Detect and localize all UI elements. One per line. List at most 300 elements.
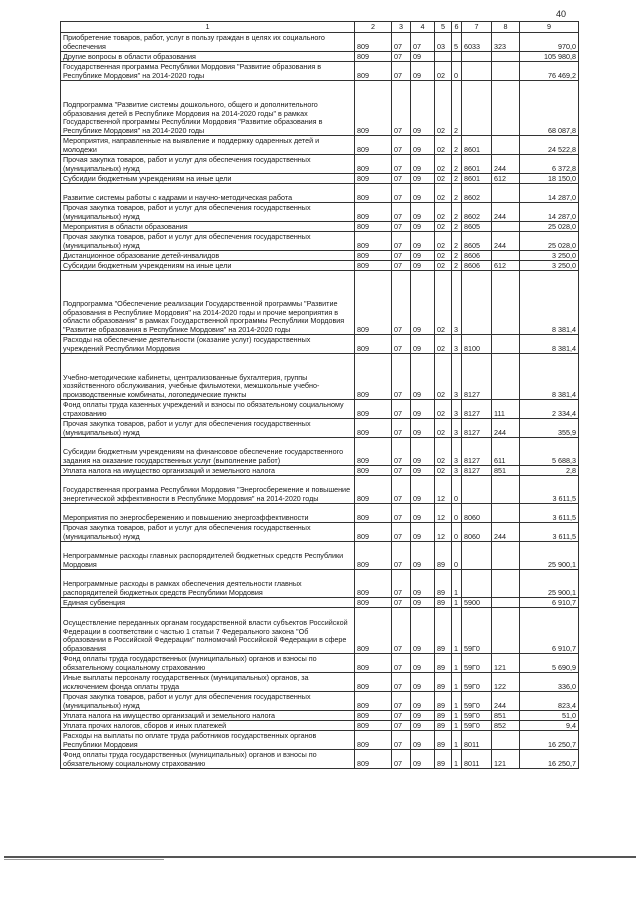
cell-amount: 970,0 — [520, 33, 579, 52]
cell-subprogram: 1 — [452, 570, 462, 598]
cell-expense-type: 244 — [492, 155, 520, 174]
header-col-4: 4 — [411, 22, 435, 33]
cell-expense-type — [492, 598, 520, 608]
cell-target-code: 59Г0 — [462, 608, 492, 654]
cell-target-code: 8601 — [462, 174, 492, 184]
cell-target-code: 8100 — [462, 335, 492, 354]
cell-subsection: 09 — [411, 174, 435, 184]
cell-section: 07 — [392, 570, 411, 598]
item-name: Дистанционное образование детей-инвалидов — [61, 251, 355, 261]
cell-program: 02 — [435, 354, 452, 400]
cell-program: 02 — [435, 419, 452, 438]
cell-subsection: 09 — [411, 400, 435, 419]
cell-section: 07 — [392, 419, 411, 438]
cell-subsection: 09 — [411, 476, 435, 504]
item-name: Осуществление переданных органам государственной власти субъектов Российской Федерации в соответствии с частью 1 статьи 7 Федерального закона "Об образовании в Российской Федерации" полномочий Российской Федерации в сфере образования — [61, 608, 355, 654]
cell-subsection: 09 — [411, 731, 435, 750]
cell-admin-code: 809 — [355, 335, 392, 354]
cell-admin-code: 809 — [355, 222, 392, 232]
cell-subsection: 09 — [411, 354, 435, 400]
cell-section: 07 — [392, 261, 411, 271]
table-row — [61, 232, 579, 251]
cell-subsection: 09 — [411, 673, 435, 692]
cell-admin-code: 809 — [355, 232, 392, 251]
cell-program: 89 — [435, 654, 452, 673]
item-name: Прочая закупка товаров, работ и услуг для обеспечения государственных (муниципальных) нужд — [61, 203, 355, 222]
cell-admin-code: 809 — [355, 136, 392, 155]
header-col-9: 9 — [520, 22, 579, 33]
cell-program: 02 — [435, 438, 452, 466]
cell-subsection: 09 — [411, 692, 435, 711]
cell-subprogram: 2 — [452, 184, 462, 203]
cell-section: 07 — [392, 335, 411, 354]
footer-rule-secondary — [4, 859, 164, 860]
item-name: Расходы на выплаты по оплате труда работников государственных органов Республики Мордовия — [61, 731, 355, 750]
cell-subsection: 09 — [411, 232, 435, 251]
cell-subsection: 09 — [411, 438, 435, 466]
cell-section: 07 — [392, 721, 411, 731]
cell-expense-type — [492, 335, 520, 354]
cell-amount: 3 611,5 — [520, 504, 579, 523]
cell-expense-type: 244 — [492, 692, 520, 711]
cell-subprogram: 2 — [452, 251, 462, 261]
item-name: Прочая закупка товаров, работ и услуг для обеспечения государственных (муниципальных) нужд — [61, 419, 355, 438]
table-row — [61, 476, 579, 504]
table-row — [61, 570, 579, 598]
cell-subprogram: 3 — [452, 438, 462, 466]
cell-section: 07 — [392, 523, 411, 542]
cell-admin-code: 809 — [355, 608, 392, 654]
cell-amount: 14 287,0 — [520, 203, 579, 222]
cell-target-code: 8127 — [462, 354, 492, 400]
page-number: 40 — [556, 9, 567, 19]
cell-subprogram: 0 — [452, 62, 462, 81]
cell-expense-type: 244 — [492, 203, 520, 222]
cell-amount: 3 611,5 — [520, 476, 579, 504]
cell-program: 02 — [435, 222, 452, 232]
cell-subsection: 09 — [411, 466, 435, 476]
cell-amount: 355,9 — [520, 419, 579, 438]
cell-section: 07 — [392, 271, 411, 335]
item-name: Уплата прочих налогов, сборов и иных платежей — [61, 721, 355, 731]
cell-subprogram: 1 — [452, 750, 462, 769]
table-row — [61, 354, 579, 400]
cell-target-code: 8060 — [462, 523, 492, 542]
cell-target-code: 8605 — [462, 232, 492, 251]
cell-subprogram: 2 — [452, 136, 462, 155]
cell-program: 02 — [435, 251, 452, 261]
cell-section: 07 — [392, 466, 411, 476]
cell-expense-type — [492, 136, 520, 155]
cell-expense-type — [492, 222, 520, 232]
cell-expense-type: 611 — [492, 438, 520, 466]
cell-subprogram: 2 — [452, 261, 462, 271]
cell-program: 89 — [435, 711, 452, 721]
cell-section: 07 — [392, 673, 411, 692]
cell-target-code — [462, 271, 492, 335]
cell-target-code: 59Г0 — [462, 711, 492, 721]
header-col-7: 7 — [462, 22, 492, 33]
cell-section: 07 — [392, 174, 411, 184]
cell-program: 02 — [435, 184, 452, 203]
table-row — [61, 711, 579, 721]
item-name: Фонд оплаты труда государственных (муниципальных) органов и взносы по обязательному социальному страхованию — [61, 750, 355, 769]
cell-target-code: 8127 — [462, 466, 492, 476]
cell-target-code: 8011 — [462, 750, 492, 769]
cell-subprogram: 1 — [452, 673, 462, 692]
cell-admin-code: 809 — [355, 261, 392, 271]
cell-amount: 25 900,1 — [520, 542, 579, 570]
cell-target-code: 59Г0 — [462, 654, 492, 673]
cell-target-code: 8127 — [462, 400, 492, 419]
cell-program: 89 — [435, 750, 452, 769]
cell-amount: 25 028,0 — [520, 222, 579, 232]
cell-subprogram: 3 — [452, 419, 462, 438]
item-name: Другие вопросы в области образования — [61, 52, 355, 62]
cell-admin-code: 809 — [355, 33, 392, 52]
cell-subsection: 09 — [411, 251, 435, 261]
table-row — [61, 438, 579, 466]
cell-admin-code: 809 — [355, 81, 392, 136]
item-name: Расходы на обеспечение деятельности (оказание услуг) государственных учреждений Республики Мордовия — [61, 335, 355, 354]
table-row — [61, 542, 579, 570]
cell-subprogram: 3 — [452, 466, 462, 476]
cell-amount: 6 910,7 — [520, 608, 579, 654]
cell-expense-type: 244 — [492, 419, 520, 438]
budget-table — [60, 21, 579, 769]
item-name: Субсидии бюджетным учреждениям на иные цели — [61, 261, 355, 271]
cell-expense-type — [492, 81, 520, 136]
item-name: Прочая закупка товаров, работ и услуг для обеспечения государственных (муниципальных) нужд — [61, 232, 355, 251]
item-name: Развитие системы работы с кадрами и научно-методическая работа — [61, 184, 355, 203]
table-row — [61, 731, 579, 750]
cell-amount: 5 690,9 — [520, 654, 579, 673]
cell-target-code: 6033 — [462, 33, 492, 52]
cell-admin-code: 809 — [355, 52, 392, 62]
cell-program: 02 — [435, 155, 452, 174]
cell-admin-code: 809 — [355, 711, 392, 721]
table-row — [61, 400, 579, 419]
cell-program: 02 — [435, 466, 452, 476]
table-row — [61, 271, 579, 335]
cell-subprogram: 0 — [452, 542, 462, 570]
cell-target-code: 5900 — [462, 598, 492, 608]
cell-program: 02 — [435, 81, 452, 136]
cell-amount: 6 910,7 — [520, 598, 579, 608]
table-row — [61, 721, 579, 731]
cell-subprogram: 1 — [452, 692, 462, 711]
cell-admin-code: 809 — [355, 400, 392, 419]
cell-target-code: 8606 — [462, 251, 492, 261]
header-col-6: 6 — [452, 22, 462, 33]
cell-admin-code: 809 — [355, 354, 392, 400]
cell-admin-code: 809 — [355, 570, 392, 598]
cell-program: 02 — [435, 62, 452, 81]
cell-section: 07 — [392, 136, 411, 155]
cell-subprogram: 3 — [452, 335, 462, 354]
cell-section: 07 — [392, 731, 411, 750]
item-name: Приобретение товаров, работ, услуг в пользу граждан в целях их социального обеспечения — [61, 33, 355, 52]
cell-target-code: 8060 — [462, 504, 492, 523]
table-row — [61, 419, 579, 438]
cell-admin-code: 809 — [355, 731, 392, 750]
cell-section: 07 — [392, 750, 411, 769]
table-row — [61, 52, 579, 62]
table-row — [61, 136, 579, 155]
cell-section: 07 — [392, 504, 411, 523]
cell-amount: 105 980,8 — [520, 52, 579, 62]
table-row — [61, 251, 579, 261]
cell-amount: 16 250,7 — [520, 731, 579, 750]
table-row — [61, 155, 579, 174]
table-header-row — [61, 22, 579, 33]
cell-program: 89 — [435, 673, 452, 692]
cell-amount: 68 087,8 — [520, 81, 579, 136]
cell-subsection: 09 — [411, 136, 435, 155]
cell-amount: 24 522,8 — [520, 136, 579, 155]
cell-section: 07 — [392, 598, 411, 608]
cell-admin-code: 809 — [355, 673, 392, 692]
cell-target-code: 59Г0 — [462, 673, 492, 692]
cell-subsection: 09 — [411, 155, 435, 174]
cell-section: 07 — [392, 400, 411, 419]
cell-subprogram: 1 — [452, 598, 462, 608]
cell-expense-type: 244 — [492, 232, 520, 251]
cell-section: 07 — [392, 184, 411, 203]
cell-subprogram: 1 — [452, 608, 462, 654]
cell-section: 07 — [392, 52, 411, 62]
item-name: Уплата налога на имущество организаций и земельного налога — [61, 711, 355, 721]
cell-subsection: 09 — [411, 542, 435, 570]
cell-target-code: 8605 — [462, 222, 492, 232]
cell-target-code: 8011 — [462, 731, 492, 750]
cell-admin-code: 809 — [355, 203, 392, 222]
cell-admin-code: 809 — [355, 750, 392, 769]
cell-program: 12 — [435, 504, 452, 523]
cell-amount: 2,8 — [520, 466, 579, 476]
cell-expense-type — [492, 251, 520, 261]
cell-subprogram: 0 — [452, 523, 462, 542]
table-row — [61, 203, 579, 222]
cell-subprogram: 3 — [452, 271, 462, 335]
cell-expense-type — [492, 731, 520, 750]
table-row — [61, 81, 579, 136]
cell-subsection: 09 — [411, 261, 435, 271]
table-row — [61, 504, 579, 523]
item-name: Уплата налога на имущество организаций и земельного налога — [61, 466, 355, 476]
cell-program: 89 — [435, 570, 452, 598]
cell-amount: 25 028,0 — [520, 232, 579, 251]
cell-subsection: 09 — [411, 419, 435, 438]
item-name: Прочая закупка товаров, работ и услуг для обеспечения государственных (муниципальных) нужд — [61, 155, 355, 174]
cell-amount: 16 250,7 — [520, 750, 579, 769]
header-col-3: 3 — [392, 22, 411, 33]
cell-subprogram — [452, 52, 462, 62]
cell-expense-type: 122 — [492, 673, 520, 692]
cell-program: 02 — [435, 261, 452, 271]
cell-admin-code: 809 — [355, 654, 392, 673]
cell-program: 02 — [435, 335, 452, 354]
cell-section: 07 — [392, 222, 411, 232]
cell-expense-type: 851 — [492, 466, 520, 476]
cell-subsection: 09 — [411, 335, 435, 354]
cell-target-code — [462, 570, 492, 598]
cell-amount: 9,4 — [520, 721, 579, 731]
cell-amount: 25 900,1 — [520, 570, 579, 598]
cell-admin-code: 809 — [355, 438, 392, 466]
cell-admin-code: 809 — [355, 174, 392, 184]
footer-rule — [4, 856, 636, 858]
cell-program: 89 — [435, 731, 452, 750]
cell-program: 03 — [435, 33, 452, 52]
cell-program: 89 — [435, 542, 452, 570]
item-name: Единая субвенция — [61, 598, 355, 608]
cell-expense-type: 121 — [492, 750, 520, 769]
cell-subsection: 09 — [411, 608, 435, 654]
cell-subsection: 09 — [411, 750, 435, 769]
cell-admin-code: 809 — [355, 598, 392, 608]
cell-section: 07 — [392, 654, 411, 673]
item-name: Подпрограмма "Обеспечение реализации Государственной программы "Развитие образования в Республике Мордовия" на 2014-2020 годы и прочие мероприятия в области образования" в рамках Государственной программы Республики Мордовия "Развитие образования в Республике Мордовия" на 2014-2020 годы — [61, 271, 355, 335]
cell-subprogram: 3 — [452, 400, 462, 419]
cell-subprogram: 2 — [452, 222, 462, 232]
cell-program: 02 — [435, 232, 452, 251]
table-row — [61, 174, 579, 184]
cell-expense-type: 852 — [492, 721, 520, 731]
cell-expense-type: 612 — [492, 174, 520, 184]
cell-section: 07 — [392, 438, 411, 466]
cell-amount: 76 469,2 — [520, 62, 579, 81]
cell-program: 89 — [435, 608, 452, 654]
table-row — [61, 750, 579, 769]
cell-expense-type — [492, 476, 520, 504]
item-name: Прочая закупка товаров, работ и услуг для обеспечения государственных (муниципальных) нужд — [61, 523, 355, 542]
table-row — [61, 184, 579, 203]
cell-section: 07 — [392, 608, 411, 654]
cell-section: 07 — [392, 542, 411, 570]
cell-subprogram: 2 — [452, 81, 462, 136]
cell-subprogram: 2 — [452, 174, 462, 184]
cell-program: 02 — [435, 271, 452, 335]
cell-admin-code: 809 — [355, 466, 392, 476]
cell-target-code — [462, 81, 492, 136]
cell-subsection: 07 — [411, 33, 435, 52]
cell-subsection: 09 — [411, 81, 435, 136]
cell-subsection: 09 — [411, 654, 435, 673]
cell-amount: 8 381,4 — [520, 335, 579, 354]
cell-target-code: 8127 — [462, 419, 492, 438]
cell-subsection: 09 — [411, 62, 435, 81]
cell-expense-type: 612 — [492, 261, 520, 271]
table-row — [61, 33, 579, 52]
cell-subprogram: 1 — [452, 731, 462, 750]
table-row — [61, 335, 579, 354]
item-name: Мероприятия, направленные на выявление и поддержку одаренных детей и молодежи — [61, 136, 355, 155]
cell-section: 07 — [392, 203, 411, 222]
cell-admin-code: 809 — [355, 542, 392, 570]
cell-subprogram: 2 — [452, 232, 462, 251]
cell-expense-type — [492, 570, 520, 598]
cell-expense-type — [492, 184, 520, 203]
table-row — [61, 673, 579, 692]
item-name: Государственная программа Республики Мордовия "Энергосбережение и повышение энергетической эффективности в Республике Мордовия" на 2014-2020 годы — [61, 476, 355, 504]
cell-section: 07 — [392, 251, 411, 261]
cell-program: 02 — [435, 400, 452, 419]
cell-amount: 51,0 — [520, 711, 579, 721]
table-row — [61, 222, 579, 232]
cell-subprogram: 1 — [452, 711, 462, 721]
cell-admin-code: 809 — [355, 184, 392, 203]
cell-target-code: 8606 — [462, 261, 492, 271]
cell-amount: 8 381,4 — [520, 354, 579, 400]
cell-target-code: 8601 — [462, 155, 492, 174]
cell-target-code: 8601 — [462, 136, 492, 155]
cell-subsection: 09 — [411, 598, 435, 608]
cell-program: 89 — [435, 692, 452, 711]
cell-subsection: 09 — [411, 504, 435, 523]
item-name: Мероприятия в области образования — [61, 222, 355, 232]
cell-subsection: 09 — [411, 222, 435, 232]
header-col-1: 1 — [61, 22, 355, 33]
table-row — [61, 261, 579, 271]
item-name: Субсидии бюджетным учреждениям на иные цели — [61, 174, 355, 184]
cell-target-code — [462, 476, 492, 504]
cell-subprogram: 2 — [452, 155, 462, 174]
item-name: Подпрограмма "Развитие системы дошкольного, общего и дополнительного образования детей в Республике Мордовия на 2014-2020 годы" в рамках Государственной программы Республики Мордовия "Развитие образования в Республике Мордовия" на 2014-2020 годы — [61, 81, 355, 136]
cell-subprogram: 2 — [452, 203, 462, 222]
cell-section: 07 — [392, 232, 411, 251]
cell-subprogram: 1 — [452, 721, 462, 731]
cell-target-code: 8602 — [462, 203, 492, 222]
cell-subprogram: 3 — [452, 354, 462, 400]
cell-expense-type — [492, 271, 520, 335]
table-row — [61, 62, 579, 81]
cell-expense-type: 111 — [492, 400, 520, 419]
cell-expense-type — [492, 542, 520, 570]
cell-program: 89 — [435, 598, 452, 608]
item-name: Учебно-методические кабинеты, централизованные бухгалтерия, группы хозяйственного обслуживания, учебные фильмотеки, межшкольные учебно-производственные комбинаты, логопедические пункты — [61, 354, 355, 400]
cell-admin-code: 809 — [355, 523, 392, 542]
cell-admin-code: 809 — [355, 419, 392, 438]
cell-target-code — [462, 542, 492, 570]
cell-section: 07 — [392, 62, 411, 81]
cell-amount: 3 611,5 — [520, 523, 579, 542]
cell-amount: 8 381,4 — [520, 271, 579, 335]
cell-admin-code: 809 — [355, 721, 392, 731]
item-name: Фонд оплаты труда казенных учреждений и взносы по обязательному социальному страхованию — [61, 400, 355, 419]
cell-target-code — [462, 62, 492, 81]
cell-subsection: 09 — [411, 184, 435, 203]
cell-program — [435, 52, 452, 62]
header-col-5: 5 — [435, 22, 452, 33]
cell-expense-type: 851 — [492, 711, 520, 721]
table-row — [61, 654, 579, 673]
cell-section: 07 — [392, 33, 411, 52]
cell-amount: 823,4 — [520, 692, 579, 711]
cell-admin-code: 809 — [355, 62, 392, 81]
cell-program: 12 — [435, 523, 452, 542]
cell-subsection: 09 — [411, 721, 435, 731]
cell-section: 07 — [392, 476, 411, 504]
cell-target-code: 59Г0 — [462, 692, 492, 711]
header-col-2: 2 — [355, 22, 392, 33]
cell-target-code: 8127 — [462, 438, 492, 466]
item-name: Непрограммные расходы в рамках обеспечения деятельности главных распорядителей бюджетных средств Республики Мордовия — [61, 570, 355, 598]
cell-subsection: 09 — [411, 52, 435, 62]
cell-subprogram: 0 — [452, 504, 462, 523]
cell-expense-type — [492, 52, 520, 62]
cell-program: 02 — [435, 136, 452, 155]
